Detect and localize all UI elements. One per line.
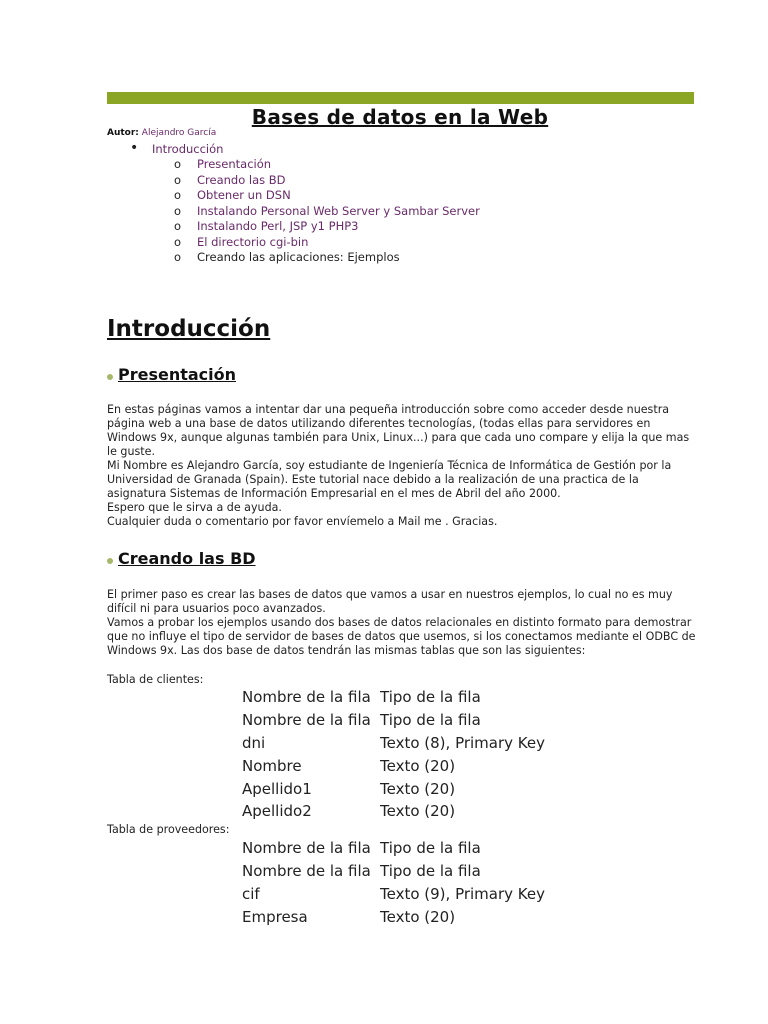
table-row — [240, 754, 547, 777]
table-cell: Nombre de la fila — [242, 688, 371, 707]
bullet-icon: • — [130, 140, 139, 156]
section-heading-introduccion: Introducción — [107, 316, 271, 342]
circle-bullet-icon: o — [174, 250, 182, 264]
header-accent-bar — [107, 92, 694, 104]
author-name-link[interactable]: Alejandro García — [141, 128, 217, 138]
table-row — [240, 686, 547, 709]
tabla-clientes — [240, 686, 547, 823]
table-cell: Nombre de la fila — [242, 862, 371, 881]
table-cell: Texto (9), Primary Key — [380, 884, 545, 903]
paragraph: Cualquier duda o comentario por favor envíemelo a Mail me . Gracias. — [107, 515, 498, 528]
circle-bullet-icon: o — [174, 157, 182, 171]
author-label: Autor: — [107, 128, 139, 138]
tabla-proveedores-label: Tabla de proveedores: — [107, 823, 230, 836]
table-row — [240, 905, 547, 928]
table-cell: Tipo de la fila — [380, 862, 481, 881]
table-row — [240, 732, 547, 755]
paragraph: Espero que le sirva a de ayuda. — [107, 501, 282, 514]
table-cell: Apellido2 — [242, 802, 312, 821]
table-row — [240, 860, 547, 883]
table-row — [240, 777, 547, 800]
tabla-clientes-label: Tabla de clientes: — [107, 673, 204, 686]
paragraph: Vamos a probar los ejemplos usando dos bases de datos relacionales en distinto formato para demostrar que no influye el tipo de servidor de bases de datos que usemos, si los conectamos mediante el ODBC de Windows 9x. Las dos base de datos tendrán las mismas tablas que son las siguientes: — [107, 616, 696, 657]
circle-bullet-icon: o — [174, 234, 182, 249]
toc-link-presentacion[interactable]: Presentación — [197, 157, 272, 171]
subheading-presentacion: Presentación — [107, 365, 236, 384]
bullet-dot-icon — [107, 374, 113, 380]
toc-link-cgi-bin[interactable]: El directorio cgi-bin — [197, 234, 309, 249]
toc-link-creando-bd[interactable]: Creando las BD — [197, 172, 286, 187]
toc-link-obtener-dsn[interactable]: Obtener un DSN — [197, 188, 291, 202]
circle-bullet-icon: o — [174, 172, 182, 187]
table-row — [240, 800, 547, 823]
table-cell: Empresa — [242, 907, 308, 926]
table-row — [240, 837, 547, 860]
toc-link-instalando-perl[interactable]: Instalando Perl, JSP y1 PHP3 — [197, 219, 359, 233]
table-cell: Nombre de la fila — [242, 711, 371, 730]
paragraph: El primer paso es crear las bases de datos que vamos a usar en nuestros ejemplos, lo cual no es muy difícil ni para usuarios poco avanzados. — [107, 588, 673, 615]
paragraph: En estas páginas vamos a intentar dar una pequeña introducción sobre como acceder desde nuestra página web a una base de datos utilizando diferentes tecnologías, (todas ellas para servidores en Windows 9x, aunque algunas también para Unix, Linux...) para que cada uno compare y elija la que mas le guste. — [107, 403, 690, 458]
table-cell: Nombre — [242, 756, 302, 775]
table-row — [240, 883, 547, 906]
table-cell: Tipo de la fila — [380, 839, 481, 858]
subheading-creando-bd: Creando las BD — [107, 549, 256, 568]
toc-link-instalando-pws[interactable]: Instalando Personal Web Server y Sambar Server — [197, 203, 480, 218]
bullet-dot-icon — [107, 558, 113, 564]
circle-bullet-icon: o — [174, 219, 182, 233]
circle-bullet-icon: o — [174, 188, 182, 202]
table-cell: dni — [242, 733, 266, 752]
circle-bullet-icon: o — [174, 203, 182, 218]
table-cell: Texto (8), Primary Key — [380, 733, 545, 752]
presentacion-text — [107, 403, 697, 529]
table-cell: Texto (20) — [380, 779, 456, 798]
table-cell: Tipo de la fila — [380, 711, 481, 730]
toc-link-introduccion[interactable]: Introducción — [152, 142, 224, 156]
table-cell: Tipo de la fila — [380, 688, 481, 707]
table-cell: Apellido1 — [242, 779, 312, 798]
table-cell: Texto (20) — [380, 907, 456, 926]
table-cell: cif — [242, 884, 260, 903]
table-row — [240, 709, 547, 732]
table-cell: Nombre de la fila — [242, 839, 371, 858]
paragraph: Mi Nombre es Alejandro García, soy estudiante de Ingeniería Técnica de Informática de Gestión por la Universidad de Granada (Spain). Este tutorial nace debido a la realización de una practica de la asignatura Sistemas de Información Empresarial en el mes de Abril del año 2000. — [107, 459, 672, 500]
page-title: Bases de datos en la Web — [251, 105, 549, 129]
author-line — [107, 128, 216, 138]
tabla-proveedores — [240, 837, 547, 928]
creando-text — [107, 588, 697, 658]
toc-text-aplicaciones: Creando las aplicaciones: Ejemplos — [197, 250, 400, 264]
table-cell: Texto (20) — [380, 756, 456, 775]
table-cell: Texto (20) — [380, 802, 456, 821]
